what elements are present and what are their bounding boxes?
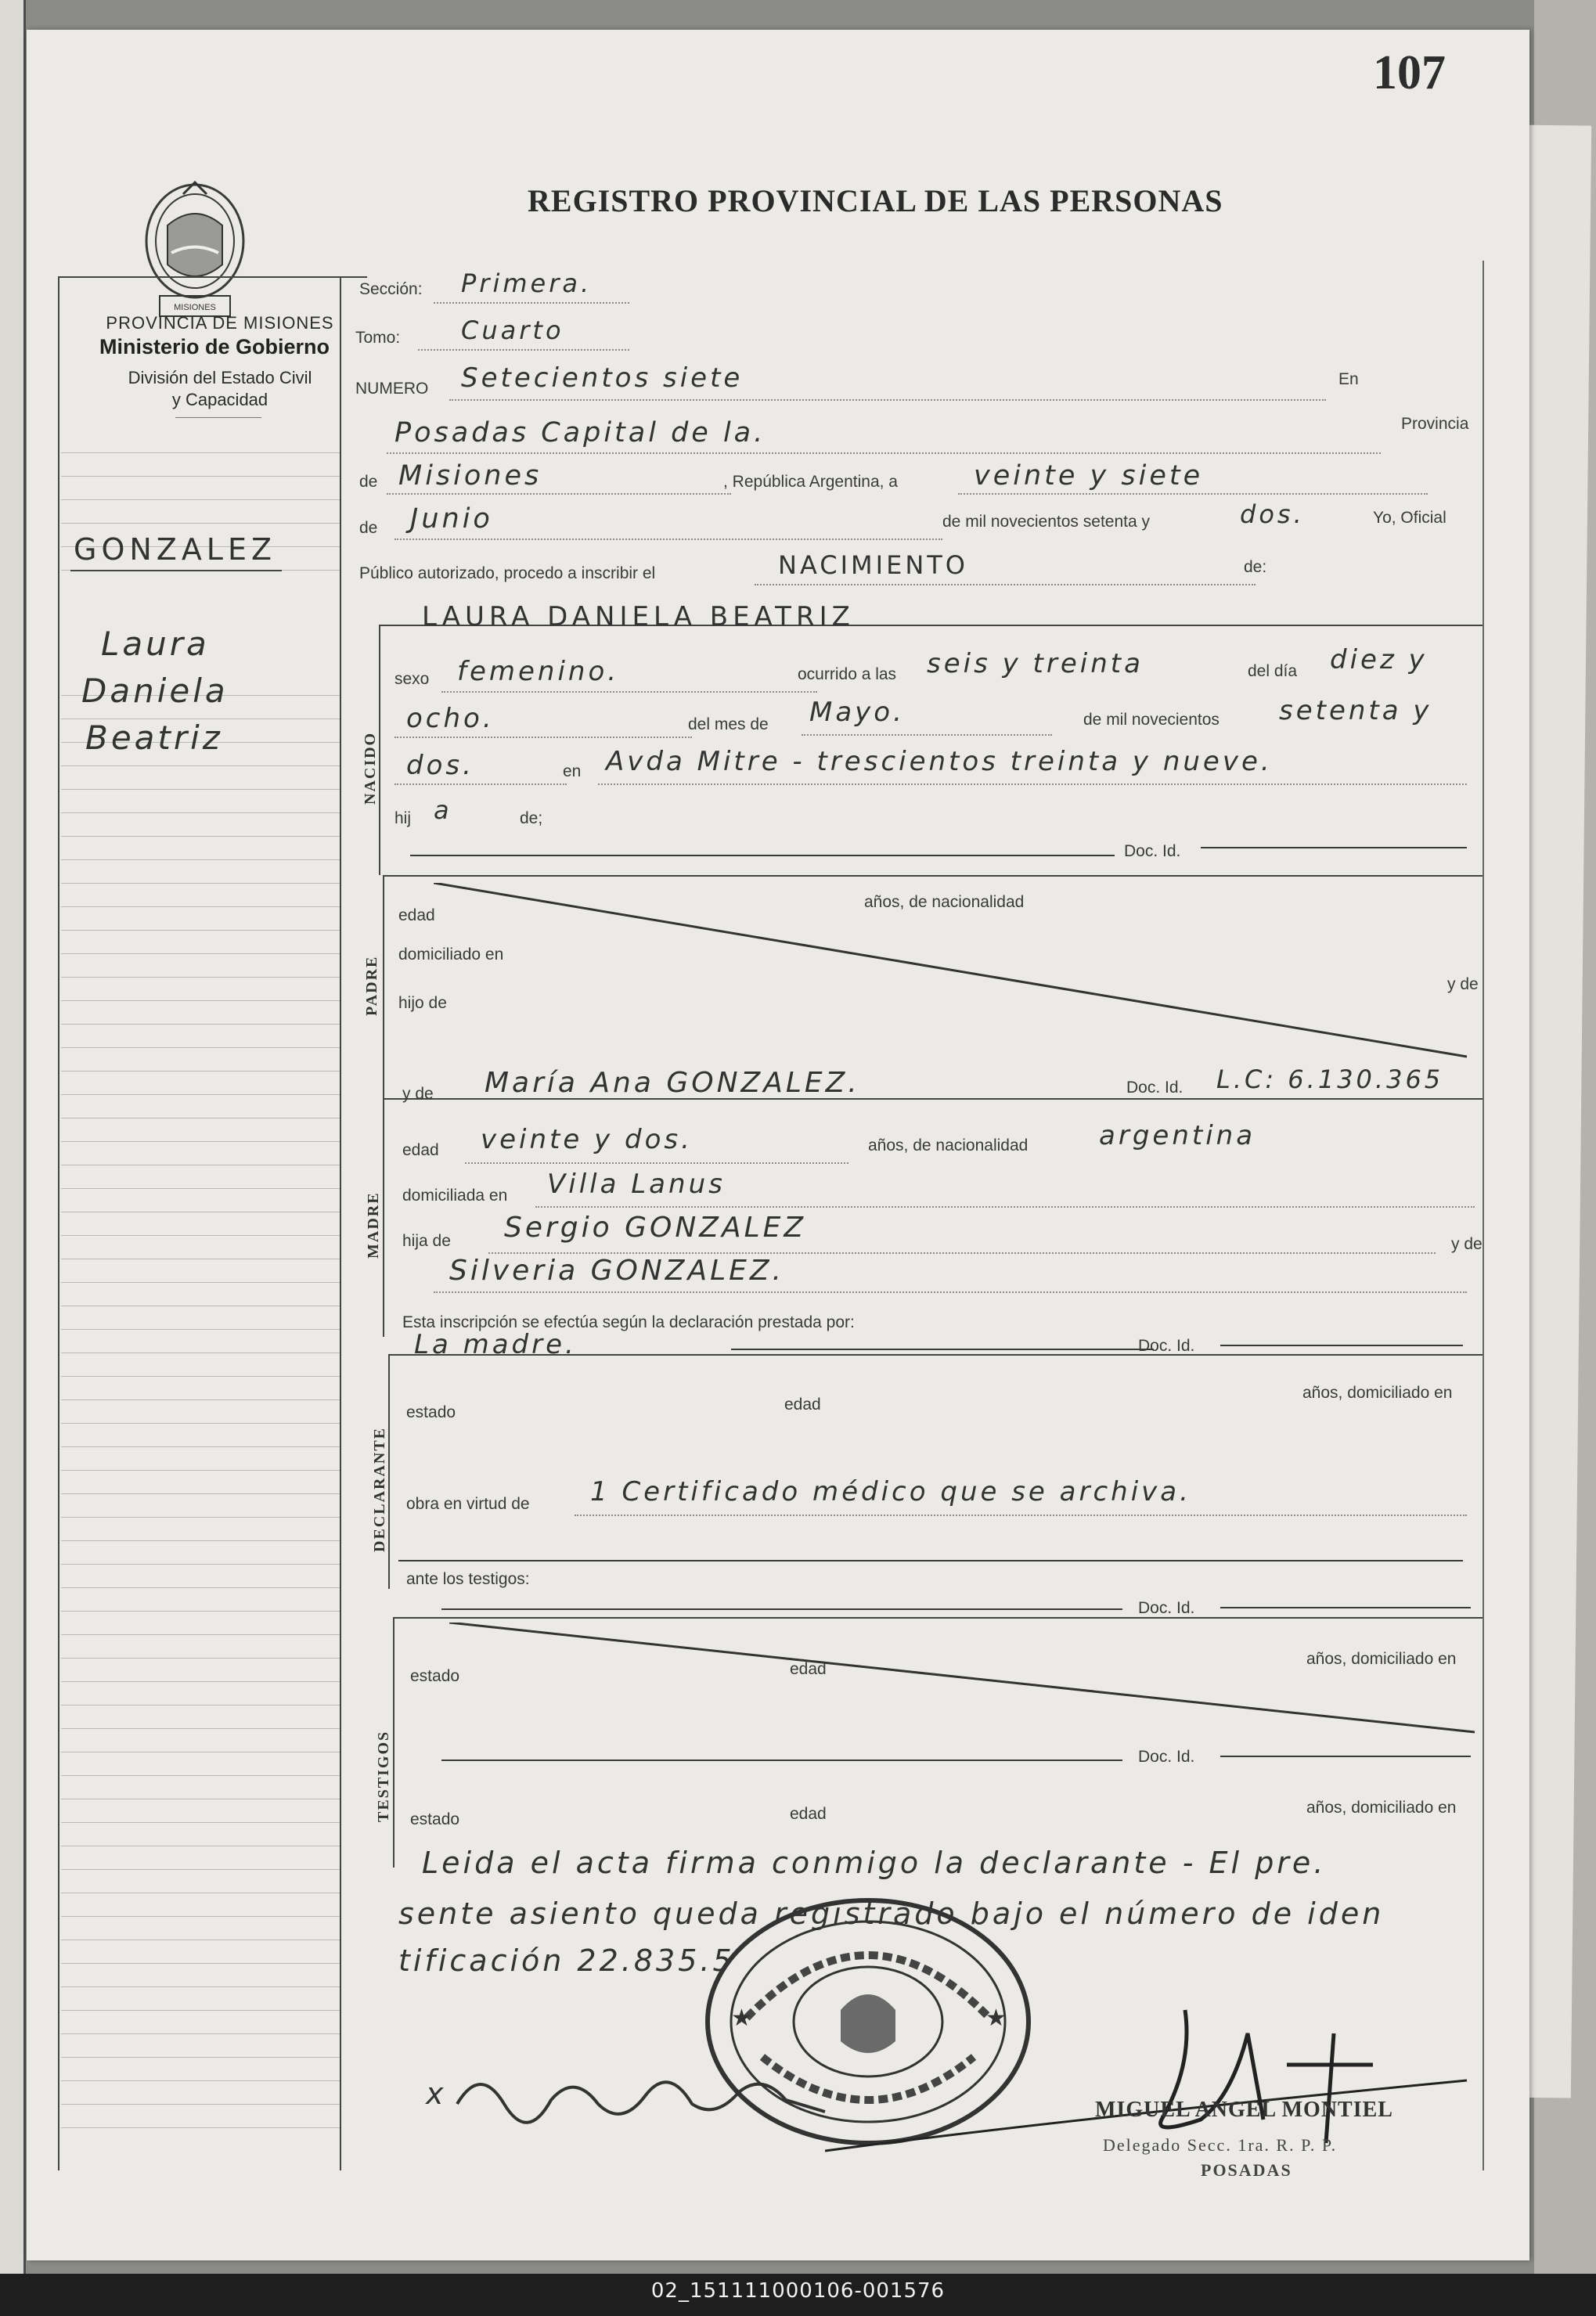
tomo-label: Tomo: (355, 329, 401, 347)
madre-doc-value: L.C: 6.130.365 (1216, 1064, 1444, 1094)
madre-dom-value: Villa Lanus (547, 1169, 726, 1200)
declarante-doc-label: Doc. Id. (1138, 1337, 1195, 1355)
testigo2-line-2 (1220, 1756, 1471, 1757)
official-city: POSADAS (1201, 2160, 1292, 2180)
declarante-bottom-line (398, 1560, 1463, 1561)
declarante-section-label: DECLARANTE (371, 1426, 388, 1552)
testigo2-edad-label: edad (790, 1805, 827, 1823)
madre-doc-label: Doc. Id. (1126, 1079, 1183, 1097)
sexo-value: femenino. (457, 656, 620, 687)
en-label-nacido: en (563, 762, 582, 780)
testigo1-estado-label: estado (410, 1667, 460, 1685)
madre-dom-label: domiciliada en (402, 1187, 508, 1205)
declarante-name-value: La madre. (414, 1329, 577, 1360)
sexo-line (441, 691, 817, 693)
tomo-line (418, 349, 629, 351)
madre-section-label: MADRE (365, 1191, 382, 1259)
mes-value: Mayo. (809, 697, 905, 728)
madre-parent1-value: Sergio GONZALEZ (504, 1212, 807, 1244)
inscripcion-label: Esta inscripción se efectúa según la declaración prestada por: (402, 1313, 855, 1331)
obra-value: 1 Certificado médico que se archiva. (590, 1476, 1191, 1507)
sexo-label: sexo (394, 670, 430, 688)
madre-dom-line (535, 1206, 1475, 1208)
margin-name-1: Laura (101, 625, 210, 663)
declarante-line-1 (731, 1349, 1154, 1350)
seal-text: MISIONES (174, 303, 216, 312)
act-line (755, 584, 1256, 585)
year-value: dos. (1240, 499, 1305, 529)
publico-label: Público autorizado, procedo a inscribir el (359, 564, 656, 582)
day-line (958, 493, 1428, 495)
hij-de-label: de; (520, 809, 543, 827)
seccion-label: Sección: (359, 280, 423, 298)
image-caption: 02_151111000106-001576 (650, 2279, 946, 2303)
dia-value-b: ocho. (406, 703, 495, 734)
de-label-2: de (359, 519, 378, 537)
madre-nac-label: años, de nacionalidad (868, 1136, 1029, 1154)
obra-label: obra en virtud de (406, 1495, 530, 1513)
margin-name-3: Beatriz (85, 719, 223, 757)
padre-bracket (383, 875, 384, 1098)
dia-line (394, 737, 692, 738)
org-underline (175, 417, 261, 418)
republica-label: , República Argentina, a (723, 473, 898, 491)
svg-text:★: ★ (731, 2005, 752, 2031)
testigo2-estado-label: estado (410, 1810, 460, 1828)
declarante-edad-label: edad (784, 1396, 821, 1414)
margin-surname: GONZALEZ (74, 532, 277, 567)
page-title: REGISTRO PROVINCIAL DE LAS PERSONAS (528, 183, 1223, 218)
mes-line (802, 734, 1052, 736)
hora-value: seis y treinta (927, 648, 1144, 679)
lugar-line (598, 783, 1467, 785)
document-page (27, 30, 1529, 2260)
numero-value: Setecientos siete (461, 362, 744, 394)
testigos-bracket (393, 1617, 394, 1868)
madre-yde-label: y de (402, 1085, 434, 1103)
child-full-name: LAURA DANIELA BEATRIZ (422, 601, 855, 632)
padre-section-label: PADRE (363, 955, 380, 1016)
obra-line (575, 1515, 1467, 1516)
testigo2-line-1 (441, 1760, 1122, 1761)
madre-bracket (383, 1098, 384, 1337)
testigo1-line-1 (441, 1608, 1122, 1610)
province-value: Misiones (398, 460, 542, 492)
anio-label: de mil novecientos (1083, 711, 1220, 729)
anio-value-b: dos. (406, 750, 474, 781)
official-title: Delegado Secc. 1ra. R. P. P. (1103, 2135, 1338, 2155)
org-division: División del Estado Civil (128, 368, 312, 387)
nota-line-1: Leida el acta firma conmigo la declarante - El pre. (422, 1846, 1327, 1880)
declarante-estado-label: estado (406, 1403, 456, 1421)
padre-hijo-label: hijo de (398, 994, 447, 1012)
testigo1-edad-label: edad (790, 1660, 827, 1678)
org-capacity: y Capacidad (171, 390, 268, 409)
madre-nac-value: argentina (1099, 1120, 1256, 1151)
provincia-label: Provincia (1401, 415, 1469, 433)
nacido-doc-line-1 (410, 855, 1115, 856)
en-label: En (1338, 370, 1359, 388)
seccion-line (434, 302, 629, 304)
nacido-doc-line-2 (1201, 847, 1467, 848)
seccion-value: Primera. (461, 268, 593, 298)
madre-parent2-value: Silveria GONZALEZ. (449, 1255, 784, 1287)
month-value: Junio (410, 503, 493, 535)
nacido-doc-label: Doc. Id. (1124, 842, 1181, 860)
testigos-label: ante los testigos: (406, 1570, 530, 1588)
madre-edad-label: edad (402, 1141, 439, 1159)
padre-edad-label: edad (398, 906, 435, 924)
tomo-value: Cuarto (461, 315, 564, 345)
padre-strike-line (434, 883, 1475, 1067)
nota-line-3: tificación 22.835.5 (398, 1943, 735, 1978)
testigo1-doc-label: Doc. Id. (1138, 1599, 1195, 1617)
padre-nac-label: años, de nacionalidad (864, 893, 1025, 911)
testigos-section-label: TESTIGOS (375, 1730, 392, 1822)
testigo1-anios-label: años, domiciliado en (1306, 1650, 1457, 1668)
nacido-section-label: NACIDO (362, 731, 379, 805)
madre-edad-value: veinte y dos. (481, 1124, 693, 1155)
form-right-border (1483, 261, 1484, 2170)
testigo1-line-2 (1220, 1607, 1471, 1608)
padre-dom-label: domiciliado en (398, 945, 504, 963)
dia-value-a: diez y (1330, 644, 1428, 675)
month-line (394, 538, 942, 540)
del-dia-label: del día (1248, 662, 1298, 680)
hij-label: hij (394, 809, 412, 827)
city-value: Posadas Capital de la. (394, 417, 766, 448)
lugar-value: Avda Mitre - trescientos treinta y nueve. (606, 746, 1273, 777)
declarante-signature-icon (449, 2057, 841, 2143)
anio-value-a: setenta y (1279, 695, 1432, 726)
madre-parent1-line (488, 1252, 1436, 1254)
official-name: MIGUEL ANGEL MONTIEL (1095, 2098, 1393, 2122)
day-value: veinte y siete (974, 460, 1204, 492)
margin-top-border (58, 276, 367, 278)
city-line (387, 452, 1381, 454)
adjacent-page-edge (0, 0, 26, 2316)
numero-label: NUMERO (355, 380, 429, 398)
act-type: NACIMIENTO (778, 550, 968, 580)
madre-parent2-line (434, 1291, 1467, 1293)
declarante-mark: x (426, 2076, 447, 2111)
surname-underline (70, 570, 282, 571)
mes-label: del mes de (688, 715, 769, 733)
testigo2-anios-label: años, domiciliado en (1306, 1799, 1457, 1817)
padre-top-line (383, 875, 1483, 877)
testigo2-doc-label: Doc. Id. (1138, 1748, 1195, 1766)
de2-label: de: (1244, 558, 1267, 576)
svg-text:★: ★ (985, 2005, 1007, 2031)
madre-name-value: María Ana GONZALEZ. (485, 1067, 860, 1099)
coat-of-arms-icon (136, 178, 254, 327)
year-text: de mil novecientos setenta y (942, 513, 1150, 531)
ocurrido-label: ocurrido a las (798, 665, 897, 683)
de-label: de (359, 473, 378, 491)
margin-left-border (58, 276, 59, 2170)
nota-line-2: sente asiento queda registrado bajo el número de iden (398, 1896, 1385, 1931)
testigo-strike-line (449, 1623, 1483, 1740)
org-province: PROVINCIA DE MISIONES (106, 313, 334, 333)
page-number: 107 (1373, 46, 1446, 99)
numero-line (449, 399, 1326, 401)
declarante-anios-label: años, domiciliado en (1302, 1384, 1453, 1402)
madre-hija-label: hija de (402, 1232, 451, 1250)
madre-edad-line (465, 1162, 848, 1164)
margin-right-border (340, 276, 341, 2170)
padre-yde-label: y de (1447, 975, 1479, 993)
oficial-label: Yo, Oficial (1373, 509, 1446, 527)
declarante-line-2 (1220, 1345, 1463, 1346)
margin-name-2: Daniela (81, 672, 229, 710)
anio-line (394, 783, 567, 785)
org-ministry: Ministerio de Gobierno (99, 335, 330, 358)
testigos-top-line (393, 1617, 1483, 1619)
province-line (387, 493, 731, 495)
madre-yde2-label: y de (1451, 1235, 1483, 1253)
hij-value: a (434, 795, 452, 825)
